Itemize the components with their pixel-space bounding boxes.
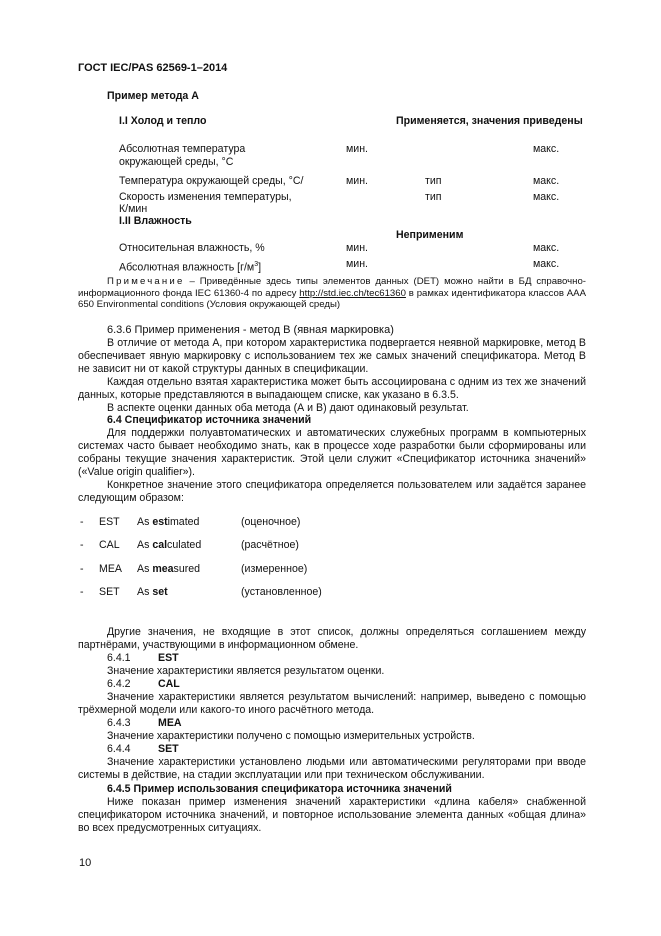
subsection-number: 6.4.3: [107, 717, 131, 729]
note-text: – Приведённые здесь типы элементов данных (DET) можно найти в БД справочно-информационного фонда IEC 61360-4 по адресу: [78, 276, 586, 299]
row-typ: тип: [425, 175, 442, 187]
section-645-heading: 6.4.5 Пример использования спецификатора источника значений: [107, 783, 452, 795]
list-dash: -: [80, 539, 84, 551]
list-code: EST: [99, 516, 120, 528]
superscript: 3: [254, 261, 259, 268]
row-max: макс.: [533, 191, 560, 203]
list-russian: (оценочное): [241, 516, 301, 528]
label-end: ]: [258, 261, 262, 274]
section-cold-heat-status: Применяется, значения приведены: [396, 115, 583, 127]
paragraph: Другие значения, не входящие в этот список, должны определяться соглашением между партнёрами, участвующими в информационном обмене.: [78, 626, 586, 651]
paragraph: Значение характеристики является результатом вычислений: например, выведено с помощью трёхмерной модели или какого-то иного расчётного метода.: [78, 691, 586, 716]
row-label: [119, 258, 261, 275]
list-english: [137, 516, 199, 529]
row-max: макс.: [533, 258, 560, 270]
list-russian: (установленное): [241, 586, 322, 598]
bold-part: mea: [152, 563, 174, 575]
section-64-heading: 6.4 Спецификатор источника значений: [107, 414, 312, 426]
list-dash: -: [80, 516, 84, 528]
as-text: As: [137, 539, 153, 551]
section-cold-heat-title: I.I Холод и тепло: [119, 115, 207, 127]
as-text: As: [137, 563, 153, 575]
list-russian: (расчётное): [241, 539, 299, 551]
document-id: ГОСТ IEC/PAS 62569-1–2014: [78, 62, 228, 74]
note: [78, 276, 586, 311]
row-label-cont: окружающей среды, °С: [119, 156, 234, 168]
section-humidity-title: I.II Влажность: [119, 215, 192, 227]
subsection-code: CAL: [158, 678, 180, 690]
paragraph: Конкретное значение этого спецификатора определяется пользователем или задаётся заранее следующим образом:: [78, 479, 586, 504]
list-english: [137, 586, 168, 599]
row-label: Относительная влажность, %: [119, 242, 265, 254]
bold-part: est: [152, 516, 168, 528]
row-max: макс.: [533, 242, 560, 254]
row-min: мин.: [346, 143, 368, 155]
list-dash: -: [80, 563, 84, 575]
list-russian: (измеренное): [241, 563, 308, 575]
row-min: мин.: [346, 242, 368, 254]
subsection-number: 6.4.2: [107, 678, 131, 690]
subsection-code: EST: [158, 652, 179, 664]
list-dash: -: [80, 586, 84, 598]
paragraph: В отличие от метода А, при котором характеристика подвергается неявной маркировке, метод В обеспечивает явную маркировку с использованием тех же самых значений спецификатора. Метод В не зависит ни от какой структуры данных в спецификации.: [78, 337, 586, 375]
subsection-code: MEA: [158, 717, 182, 729]
subsection-number: 6.4.4: [107, 743, 131, 755]
bold-part: cal: [152, 539, 168, 551]
rest-part: sured: [173, 563, 201, 575]
page-number: 10: [79, 857, 92, 869]
row-min: мин.: [346, 175, 368, 187]
subsection-code: SET: [158, 743, 179, 755]
bold-part: set: [152, 586, 168, 598]
example-title: Пример метода А: [107, 90, 199, 102]
row-min: мин.: [346, 258, 368, 270]
paragraph: Значение характеристики установлено людьми или автоматическими регуляторами при вводе системы в действие, на стадии эксплуатации или при техническом обслуживании.: [78, 756, 586, 781]
as-text: As: [137, 586, 153, 598]
paragraph: Для поддержки полуавтоматических и автоматических служебных программ в компьютерных системах часто бывает необходимо знать, как в процессе ходе разработки были сформированы или собраны текущие значения характеристик. Этой цели служит «Спецификатор источника значений» («Value origin qualifier»).: [78, 427, 586, 478]
rest-part: culated: [167, 539, 202, 551]
list-english: [137, 539, 201, 552]
section-636-heading: 6.3.6 Пример применения - метод В (явная маркировка): [107, 324, 394, 336]
paragraph: Ниже показан пример изменения значений характеристики «длина кабеля» снабженной спецификатором источника значений, и повторное использование элемента данных «общая длина» во всех предусмотренных ситуациях.: [78, 796, 586, 834]
note-label: Примечание: [107, 276, 185, 287]
note-text-after: в рамках идентификатора классов AAA 650 Environmental conditions (Условия окружающей среды): [78, 287, 586, 310]
paragraph: Значение характеристики является результатом оценки.: [107, 665, 385, 677]
list-code: CAL: [99, 539, 120, 551]
rest-part: imated: [167, 516, 200, 528]
section-humidity-status: Неприменим: [396, 229, 464, 241]
row-label: Абсолютная температура: [119, 143, 246, 155]
row-label: Скорость изменения температуры,: [119, 191, 292, 203]
row-max: макс.: [533, 143, 560, 155]
row-typ: тип: [425, 191, 442, 203]
label-text: Абсолютная влажность [г/м: [119, 261, 255, 274]
note-link[interactable]: http://std.iec.ch/tec61360: [299, 287, 406, 299]
as-text: As: [137, 516, 153, 528]
list-code: SET: [99, 586, 120, 598]
paragraph: В аспекте оценки данных оба метода (А и В) дают одинаковый результат.: [107, 402, 469, 414]
list-code: MEA: [99, 563, 122, 575]
paragraph: Значение характеристики получено с помощью измерительных устройств.: [107, 730, 475, 742]
row-label-cont: К/мин: [119, 203, 148, 215]
row-label: Температура окружающей среды, °С/: [119, 175, 304, 187]
row-max: макс.: [533, 175, 560, 187]
paragraph: Каждая отдельно взятая характеристика может быть ассоциирована с одним из тех же значений данных, которые представляются в выпадающем списке, как указано в 6.3.5.: [78, 376, 586, 401]
subsection-number: 6.4.1: [107, 652, 131, 664]
list-english: [137, 563, 200, 576]
